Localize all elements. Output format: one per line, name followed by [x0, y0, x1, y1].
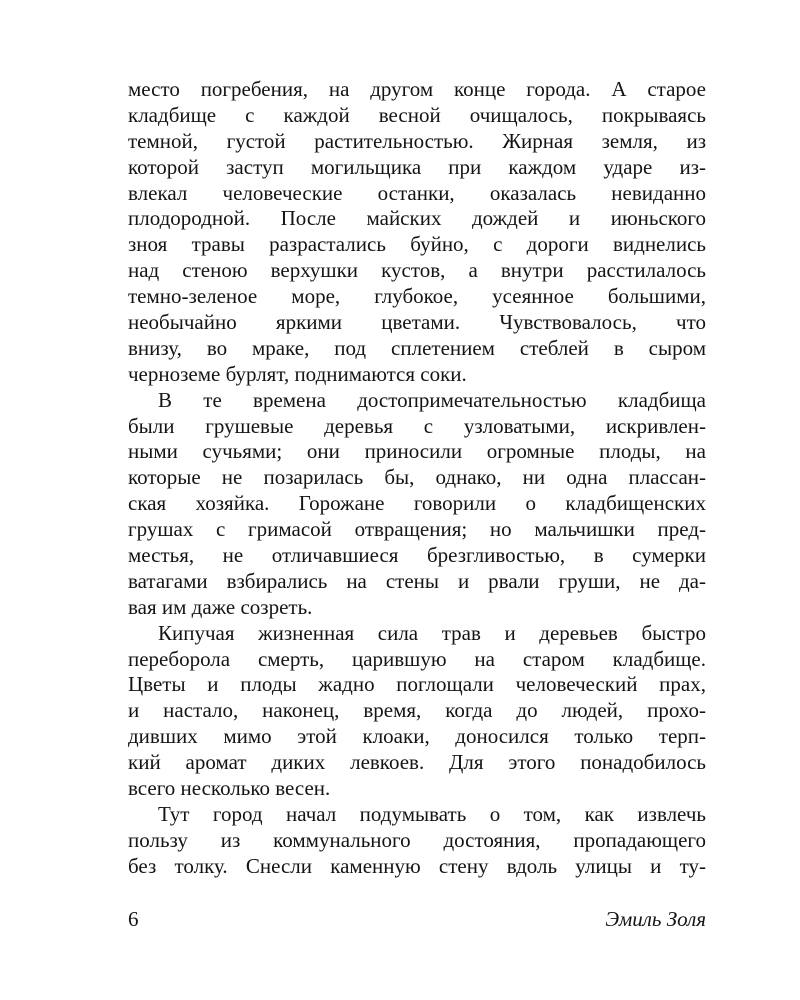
text-line: плодородной. После майских дождей и июньского — [128, 206, 706, 231]
text-line: внизу, во мраке, под сплетением стеблей в сыром — [128, 335, 706, 360]
text-line: темной, густой растительностью. Жирная земля, из — [128, 128, 706, 153]
paragraph-first-line: Тут город начал подумывать о том, как извлечь — [158, 801, 706, 826]
text-line: местья, не отличавшиеся брезгливостью, в сумерки — [128, 543, 706, 568]
text-line: ская хозяйка. Горожане говорили о кладбищенских — [128, 491, 706, 516]
text-line: и настало, наконец, время, когда до людей, прохо- — [128, 698, 706, 723]
text-line: черноземе бурлят, поднимаются соки. — [128, 361, 467, 386]
text-line: вая им даже созреть. — [128, 594, 313, 619]
text-line: зноя травы разрастались буйно, с дороги виднелись — [128, 232, 706, 257]
text-line: без толку. Снесли каменную стену вдоль улицы и ту- — [128, 853, 706, 878]
paragraph-first-line: Кипучая жизненная сила трав и деревьев быстро — [158, 620, 706, 645]
page-footer — [128, 904, 706, 934]
text-line: влекал человеческие останки, оказалась невиданно — [128, 180, 706, 205]
body-text — [128, 77, 706, 880]
text-line: место погребения, на другом конце города. А старое — [128, 77, 706, 101]
text-line: грушах с гримасой отвращения; но мальчишки пред- — [128, 517, 706, 542]
text-line: которые не позарилась бы, однако, ни одна плассан- — [128, 465, 706, 490]
text-line: пользу из коммунального достояния, пропадающего — [128, 827, 706, 852]
text-line: над стеною верхушки кустов, а внутри расстилалось — [128, 258, 706, 283]
text-line: ватагами взбирались на стены и рвали груши, не да- — [128, 568, 706, 593]
text-line: кий аромат диких левкоев. Для этого понадобилось — [128, 750, 706, 775]
text-line: которой заступ могильщика при каждом ударе из- — [128, 154, 706, 179]
text-line: переборола смерть, царившую на старом кладбище. — [128, 646, 706, 671]
text-line: были грушевые деревья с узловатыми, искривлен- — [128, 413, 706, 438]
page-number: 6 — [128, 907, 139, 931]
text-line: дивших мимо этой клоаки, доносился только терп- — [128, 724, 706, 749]
text-line: необычайно яркими цветами. Чувствовалось, что — [128, 310, 706, 335]
text-line: кладбище с каждой весной очищалось, покрываясь — [128, 102, 706, 127]
text-line: темно-зеленое море, глубокое, усеянное большими, — [128, 284, 706, 309]
paragraph-first-line: В те времена достопримечательностью кладбища — [158, 387, 706, 412]
running-footer-author: Эмиль Золя — [605, 907, 706, 931]
text-line: всего несколько весен. — [128, 776, 331, 801]
text-line: Цветы и плоды жадно поглощали человеческий прах, — [128, 672, 706, 697]
text-line: ными сучьями; они приносили огромные плоды, на — [128, 439, 706, 464]
